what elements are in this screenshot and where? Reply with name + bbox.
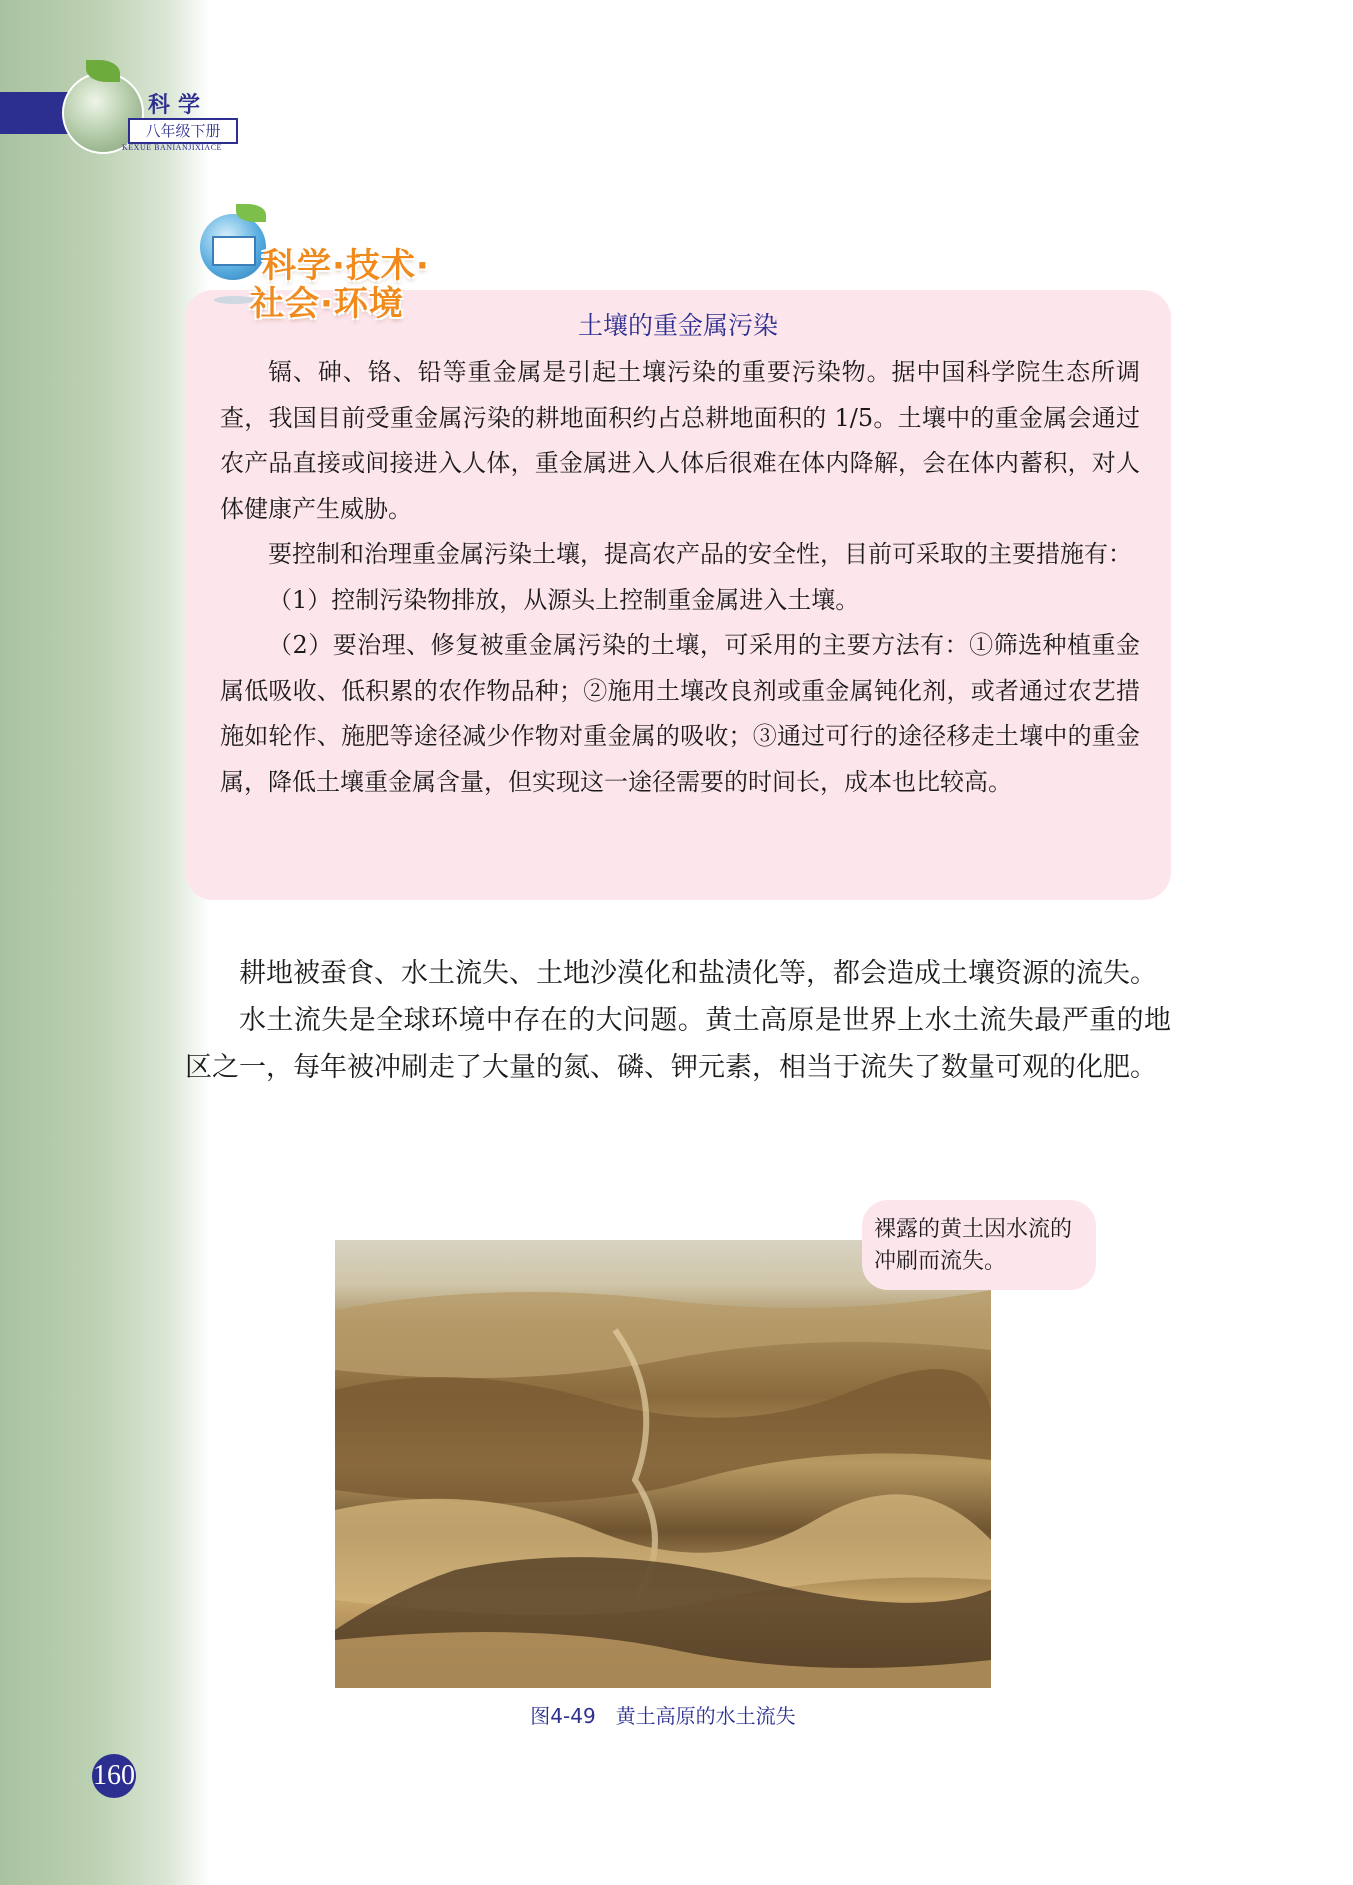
box-paragraph: （2）要治理、修复被重金属污染的土壤，可采用的主要方法有：①筛选种植重金属低吸收、低积累的农作物品种；②施用土壤改良剂或重金属钝化剂，或者通过农艺措施如轮作、施肥等途径减少作物对重金属的吸收；③通过可行的途径移走土壤中的重金属，降低土壤重金属含量，但实现这一途径需要的时间长，成本也比较高。 — [220, 631, 1140, 796]
loess-terrain-drawing — [335, 1240, 991, 1688]
page-number: 160 — [92, 1754, 136, 1798]
body-paragraph: 水土流失是全球环境中存在的大问题。黄土高原是世界上水土流失最严重的地区之一，每年被冲刷走了大量的氮、磷、钾元素，相当于流失了数量可观的化肥。 — [185, 1005, 1171, 1083]
book-subtitle: 八年级下册 — [128, 118, 238, 144]
callout-text: 裸露的黄土因水流的冲刷而流失。 — [874, 1217, 1073, 1274]
book-pinyin: KEXUE BANIANJIXIACE — [122, 143, 222, 152]
box-title: 土壤的重金属污染 — [577, 311, 778, 340]
left-side-band — [0, 0, 210, 1885]
monitor-stand-icon — [214, 296, 254, 304]
body-paragraph: 耕地被蚕食、水土流失、土地沙漠化和盐渍化等，都会造成土壤资源的流失。 — [239, 958, 1157, 989]
box-paragraph: 要控制和治理重金属污染土壤，提高农产品的安全性，目前可采取的主要措施有： — [268, 540, 1132, 568]
loess-plateau-photo — [335, 1240, 991, 1688]
box-body — [220, 350, 1140, 805]
monitor-icon — [212, 236, 256, 266]
box-paragraph: 镉、砷、铬、铅等重金属是引起土壤污染的重要污染物。据中国科学院生态所调查，我国目前受重金属污染的耕地面积约占总耕地面积的 1/5。土壤中的重金属会通过农产品直接或间接进入人体，重金属进入人体后很难在体内降解，会在体内蓄积，对人体健康产生威胁。 — [220, 358, 1140, 523]
box-paragraph: （1）控制污染物排放，从源头上控制重金属进入土壤。 — [268, 585, 860, 614]
figure-caption: 图4-49 黄土高原的水土流失 — [530, 1704, 796, 1728]
main-body — [185, 950, 1171, 1091]
section-badge-line2: 社会·环境 — [250, 284, 404, 324]
book-title: 科学 — [148, 93, 209, 118]
section-badge-line1: 科学·技术· — [262, 246, 430, 286]
